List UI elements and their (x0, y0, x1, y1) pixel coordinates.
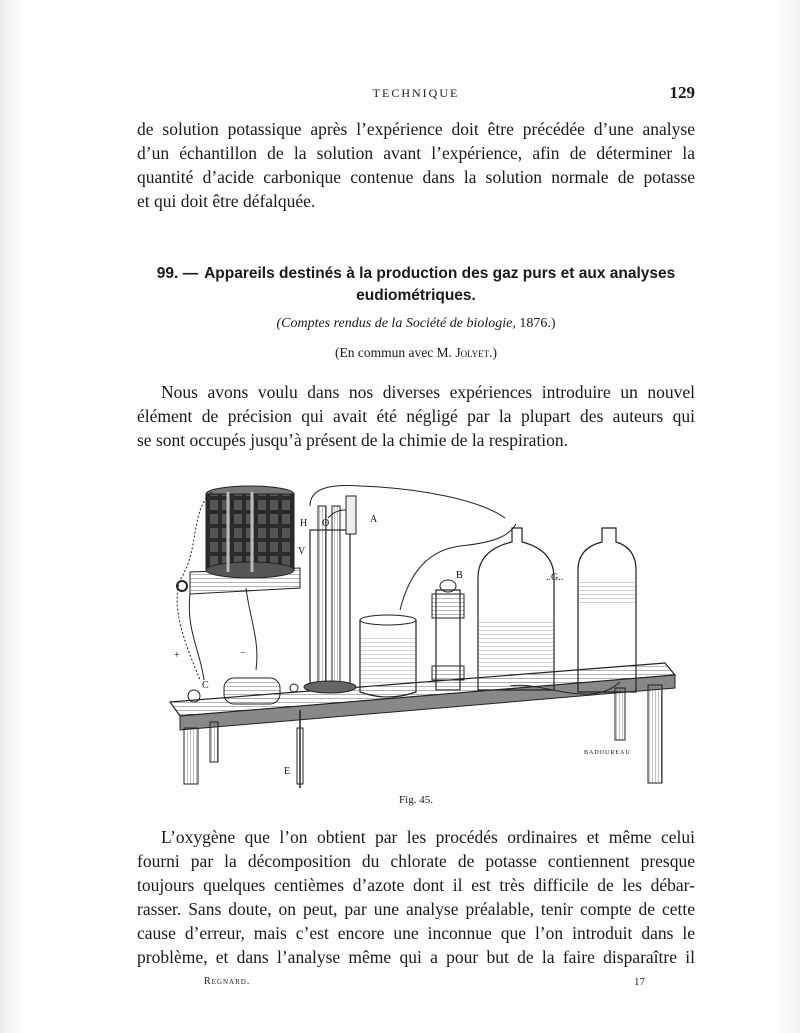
text-line: d’un échantillon de la solution avant l’expérience, afin de déterminer la (137, 143, 695, 163)
eudiometer-tube (304, 496, 356, 693)
label-e: E (284, 766, 291, 777)
label-b: B (456, 570, 463, 581)
source-year: 1876.) (519, 316, 556, 331)
battery-pile (177, 486, 300, 594)
running-head-title: TECHNIQUE (372, 86, 460, 100)
apparatus-engraving (160, 470, 680, 790)
gas-generator (432, 580, 464, 690)
text-line: L’oxygène que l’on obtient par les procédés ordinaires et même celui (161, 827, 695, 847)
label-h: H (300, 518, 308, 529)
engraver-signature: BADOUREAU (584, 750, 631, 756)
label-plus: + (174, 650, 180, 661)
signature-mark: 17 (634, 976, 645, 988)
paragraph-intro (137, 380, 695, 452)
paragraph-continued (137, 117, 695, 213)
bottle-left (478, 528, 554, 690)
page-number: 129 (669, 83, 695, 102)
beaker (360, 615, 416, 697)
text-line: élément de précision qui avait été négligé par la plupart des auteurs qui (137, 406, 695, 426)
collab-name: Jolyet.) (455, 345, 498, 360)
section-title-line2: eudiométriques. (356, 287, 476, 304)
text-line: et qui doit être défalquée. (137, 191, 316, 211)
source-journal: (Comptes rendus de la Société de biologie, (276, 316, 516, 331)
label-o: O (322, 518, 330, 529)
text-line: fourni par la décomposition du chlorate de potasse contiennent presque (137, 851, 695, 871)
running-head (137, 83, 695, 106)
section-number: 99. — (156, 265, 199, 282)
collaboration-note (137, 345, 695, 361)
label-c: C (202, 680, 209, 691)
figure-caption: Fig. 45. (399, 794, 433, 806)
text-line: rasser. Sans doute, on peut, par une analyse préalable, tenir compte de cette (137, 899, 695, 919)
collab-prefix: (En commun avec M. (334, 345, 452, 360)
text-line: cause d’erreur, mais c’est encore une inconnue que l’on introduit dans le (137, 923, 695, 943)
text-line: problème, et dans l’analyse même qui a pour but de la faire disparaître il (137, 947, 695, 967)
label-minus: − (240, 648, 246, 659)
text-line: quantité d’acide carbonique contenue dans la solution normale de potasse (137, 167, 695, 187)
text-line: de solution potassique après l’expérience doit être précédée d’une analyse (137, 119, 695, 139)
text-line: Nous avons voulu dans nos diverses expériences introduire un nouvel (161, 382, 695, 402)
label-a: A (370, 514, 378, 525)
label-g: ..G.. (546, 572, 564, 583)
thermometer (297, 710, 303, 788)
paragraph-main (137, 825, 695, 969)
section-title-line1: Appareils destinés à la production des gaz purs et aux analyses (204, 265, 676, 282)
section-heading (137, 263, 695, 307)
text-line: toujours quelques centièmes d’azote dont il est très difficile de les débar- (137, 875, 695, 895)
label-v: V (298, 546, 306, 557)
source-citation (137, 316, 695, 332)
footer-author: Regnard. (204, 976, 251, 987)
text-line: se sont occupés jusqu’à présent de la chimie de la respiration. (137, 430, 569, 450)
